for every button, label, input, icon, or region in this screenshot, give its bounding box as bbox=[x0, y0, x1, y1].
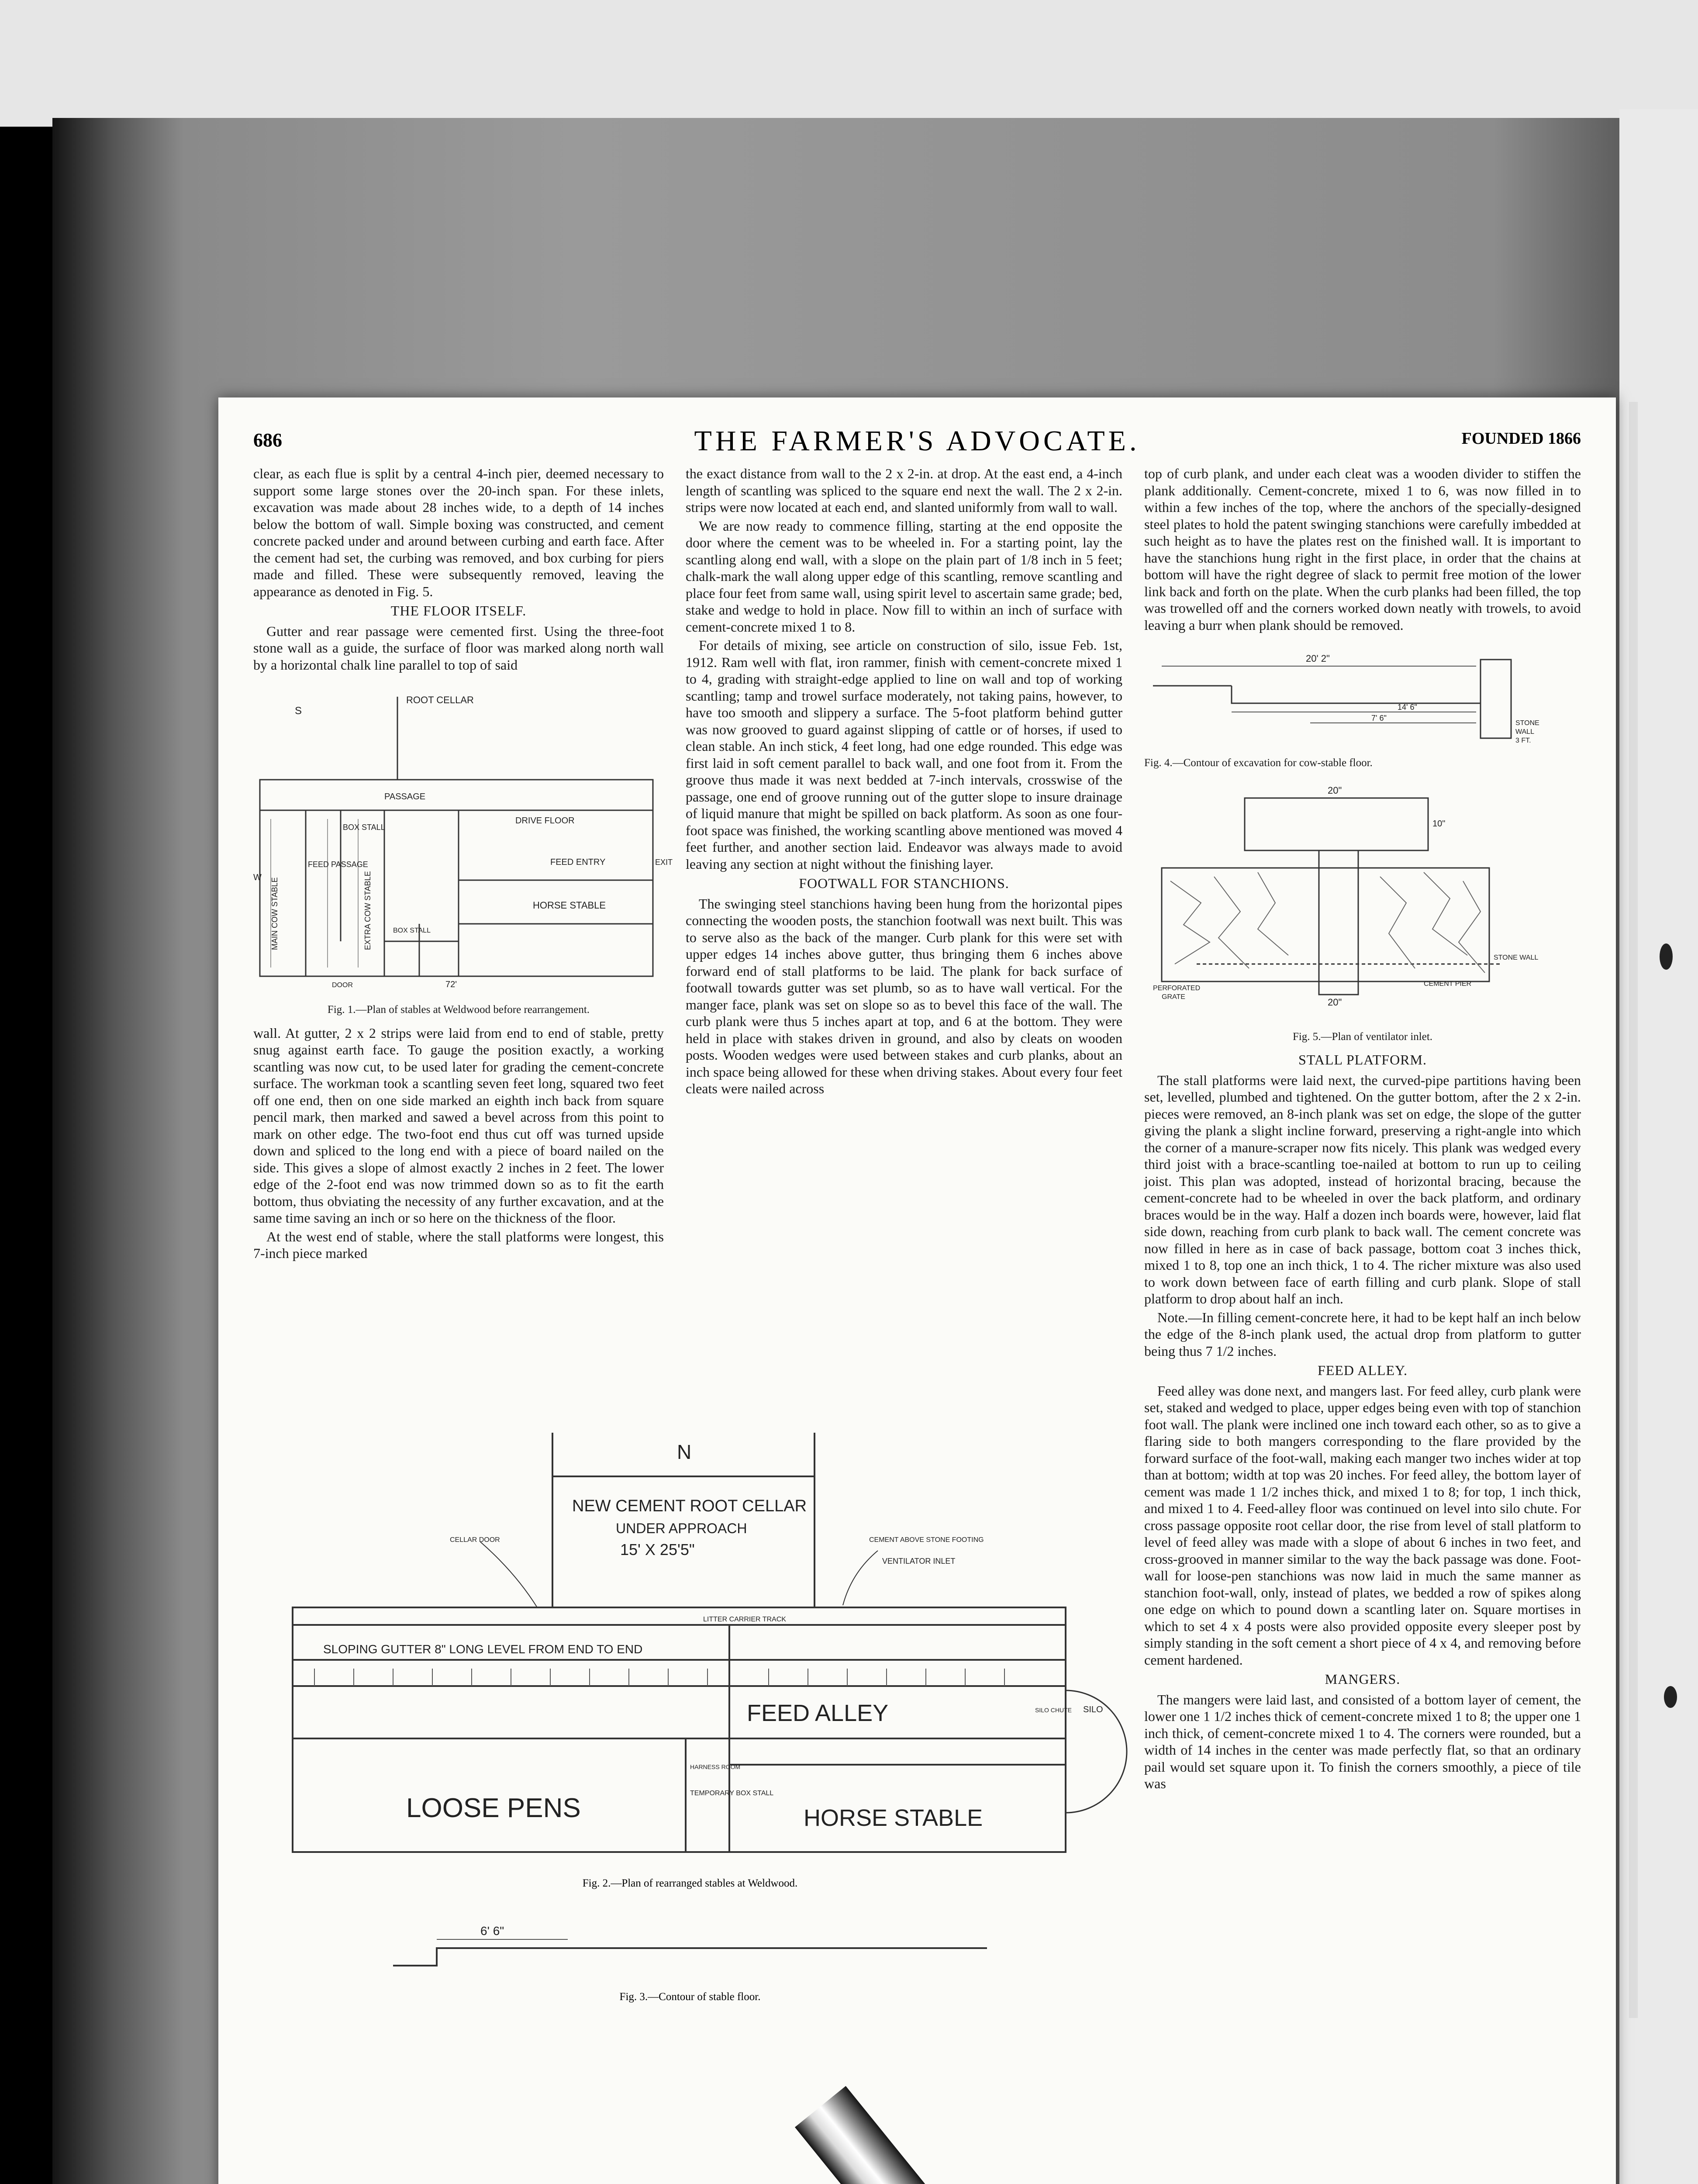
fig1-root-cellar: ROOT CELLAR bbox=[406, 695, 474, 705]
fig2-litter-carrier: LITTER CARRIER TRACK bbox=[703, 1616, 786, 1623]
fig1-w: W bbox=[253, 873, 262, 882]
col3-paragraph-1: top of curb plank, and under each cleat was a wooden divider to stiffen the plank additionally. Cement-concrete, mixed 1 to 6, was now filled in to within a few inches of the top, where the anchors of the specially-designed steel plates to hold the patent swinging stanchions were carefully imbedded at such height as to have the plates rest on the finished wall. It is important to have the stanchions hung right in the first place, in order that the chains at bottom will have the right degree of slack to permit free motion of the lower link back and forth on the plate. When the curb planks had been filled, the top was trowelled off and the corners worked down neatly with trowels, to avoid leaving a burr when plank should be removed. bbox=[1144, 466, 1581, 633]
fig2-caption: Fig. 2.—Plan of rearranged stables at Weldwood. bbox=[582, 1877, 798, 1889]
figure-2-plan bbox=[266, 1433, 1118, 1896]
fig5-stone-wall: STONE WALL bbox=[1494, 954, 1539, 961]
fig5-grate-2: GRATE bbox=[1162, 993, 1185, 1001]
heading-footwall: FOOTWALL FOR STANCHIONS. bbox=[799, 875, 1009, 891]
fig2-harness-room: HARNESS ROOM bbox=[690, 1763, 741, 1770]
column-1 bbox=[253, 465, 673, 1264]
adjacent-page-edge bbox=[1629, 402, 1638, 2018]
fig3-dim: 6' 6" bbox=[480, 1924, 504, 1938]
figure-1-plan bbox=[253, 679, 673, 998]
fig1-dim: 72' bbox=[445, 980, 457, 989]
fig2-cellar-door: CELLAR DOOR bbox=[450, 1536, 500, 1544]
fig4-wall-1: STONE bbox=[1515, 719, 1539, 727]
fig1-caption: Fig. 1.—Plan of stables at Weldwood before rearrangement. bbox=[327, 1004, 590, 1016]
fig2-cement-above: CEMENT ABOVE STONE FOOTING bbox=[869, 1536, 984, 1544]
fig4-wall-2: WALL bbox=[1515, 728, 1534, 736]
col2-paragraph-3: For details of mixing, see article on construction of silo, issue Feb. 1st, 1912. Ram well with flat, iron rammer, finish with cement-concrete mixed 1 to 4, grading with straight-edge applied to line on wall and top of working scantling; tamp and trowel surface moderately, not taking pains, however, to have too smooth and slippery a surface. The 5-foot platform behind gutter was now grooved to guard against slipping of cattle or of horses, if used to clean stable. An inch stick, 4 feet long, had one edge rounded. This edge was first laid in soft cement parallel to back wall, and one foot from it. From the groove thus made it was next bedded at 7-inch intervals, crosswise of the passage, one end of groove running out of the gutter slope to insure drainage of liquid manure that might be spilled on back platform. As soon as one four-foot space was finished, the working scantling above mentioned was moved 4 feet further, and another section laid. Endeavor was always made to avoid leaving any section at night without the finishing layer. bbox=[686, 637, 1122, 872]
fig1-feed-entry: FEED ENTRY bbox=[550, 857, 606, 867]
fig2-silo: SILO bbox=[1083, 1705, 1103, 1714]
fig4-dim-top: 20' 2" bbox=[1306, 653, 1330, 664]
fig1-exit: EXIT bbox=[655, 858, 673, 867]
founded-date: FOUNDED 1866 bbox=[1461, 429, 1581, 448]
fig2-root-cellar-3: 15' X 25'5" bbox=[620, 1541, 695, 1559]
fig1-door: DOOR bbox=[332, 981, 353, 989]
heading-mangers: MANGERS. bbox=[1325, 1671, 1401, 1687]
figure-3-contour bbox=[384, 1909, 996, 1979]
col3-paragraph-2: The stall platforms were laid next, the curved-pipe partitions having been set, levelled, plumbed and tightened. On the gutter bottom, after the 2 x 2-in. pieces were removed, an 8-inch plank was set on edge, the slope of the gutter giving the plank a slight incline forward, preserving a right-angle into which the corner of a manure-scraper now fits nicely. This plank was wedged every third joist with a brace-scantling toe-nailed at bottom to run up to ceiling joist. This plan was adopted, instead of horizontal bracing, because the cement-concrete had to be wheeled in over the back platform, and ordinary braces would be in the way. Half a dozen inch boards were, however, laid flat side down, reaching from curb plank to back wall. The cement concrete was now filled in here as in case of back passage, bottom coat 3 inches thick, mixed 1 to 8, top one an inch thick, 1 to 4. The richer mixture was also used to work down between face of earth filling and curb plank. Slope of stall platform to drop about half an inch. bbox=[1144, 1072, 1581, 1306]
col1-paragraph-3: wall. At gutter, 2 x 2 strips were laid from end to end of stable, pretty snug against earth face. To gauge the position exactly, a working scantling was now cut, to be used later for grading the cement-concrete surface. The workman took a scantling seven feet long, squared two feet off one end, then on one side marked an eighth inch back from square pencil mark, then marked and sawed a bevel across from this point to mark on other edge. The two-foot end thus cut off was turned upside down and spliced to the long end with a piece of board nailed on the side. This gives a slope of almost exactly 2 inches in 2 feet. The lower edge of the 2-foot end was now trimmed down so as to fit the earth bottom, thus obviating the necessity of any further excavation, and at the same time saving an inch or so here on the thickness of the floor. bbox=[253, 1025, 664, 1226]
fig1-s: S bbox=[295, 705, 302, 717]
column-3 bbox=[1144, 465, 1581, 1794]
fig1-box-stall-1: BOX STALL bbox=[343, 823, 385, 832]
fig5-cement-pier: CEMENT PIER bbox=[1424, 980, 1472, 988]
page-number: 686 bbox=[253, 429, 282, 451]
figure-5-ventilator bbox=[1144, 781, 1581, 1025]
heading-floor-itself: THE FLOOR ITSELF. bbox=[390, 603, 527, 619]
heading-feed-alley: FEED ALLEY. bbox=[1318, 1362, 1408, 1378]
col1-paragraph-1: clear, as each flue is split by a central 4-inch pier, deemed necessary to support some large stones over the 20-inch span. For these inlets, excavation was made about 28 inches wide, to a depth of 14 inches below the bottom of wall. Simple boxing was constructed, and cement concrete packed under and around between curbing and earth face. After the cement had set, the curbing was removed, and box curbing for piers made and filled. These were subsequently removed, leaving the appearance as denoted in Fig. 5. bbox=[253, 466, 664, 599]
fig4-wall-3: 3 FT. bbox=[1515, 737, 1531, 744]
col2-paragraph-1: the exact distance from wall to the 2 x 2-in. at drop. At the east end, a 4-inch length of scantling was spliced to the square end next the wall. The 2 x 2-in. strips were now located at each end, and slanted uniformly from wall to wall. bbox=[686, 466, 1122, 515]
fig2-ventilator: VENTILATOR INLET bbox=[882, 1557, 956, 1565]
fig2-feed-alley: FEED ALLEY bbox=[747, 1700, 889, 1726]
fig1-drive-floor: DRIVE FLOOR bbox=[515, 816, 575, 826]
fig1-passage: PASSAGE bbox=[384, 792, 426, 802]
fig4-dim-b: 7' 6" bbox=[1371, 714, 1387, 722]
masthead-title: THE FARMER'S ADVOCATE. bbox=[694, 425, 1140, 457]
fig5-dim-side: 10" bbox=[1432, 819, 1446, 829]
fig5-dim-bottom: 20" bbox=[1328, 996, 1342, 1008]
fig1-extra-cow-stable: EXTRA COW STABLE bbox=[363, 871, 372, 950]
fig1-box-stall-2: BOX STALL bbox=[393, 927, 431, 934]
newspaper-page bbox=[218, 397, 1616, 2184]
col1-paragraph-2: Gutter and rear passage were cemented first. Using the three-foot stone wall as a guide, the surface of floor was marked along north wall by a horizontal chalk line parallel to top of said bbox=[253, 623, 664, 673]
fig2-sloping-gutter: SLOPING GUTTER 8" LONG LEVEL FROM END TO END bbox=[323, 1642, 643, 1656]
page-header bbox=[253, 425, 1581, 460]
fig1-feed-passage: FEED PASSAGE bbox=[308, 860, 368, 869]
binding-hole-3 bbox=[1664, 1686, 1677, 1708]
fig2-loose-pens: LOOSE PENS bbox=[406, 1793, 581, 1823]
fig1-main-cow-stable: MAIN COW STABLE bbox=[270, 877, 279, 950]
fig5-grate-1: PERFORATED bbox=[1153, 984, 1201, 992]
fig1-horse-stable: HORSE STABLE bbox=[533, 900, 606, 911]
fig2-silo-chute: SILO CHUTE bbox=[1035, 1707, 1072, 1714]
fig5-caption: Fig. 5.—Plan of ventilator inlet. bbox=[1292, 1030, 1433, 1043]
fig2-horse-stable: HORSE STABLE bbox=[804, 1805, 983, 1831]
fig4-caption: Fig. 4.—Contour of excavation for cow-stable floor. bbox=[1144, 757, 1373, 769]
fig2-root-cellar-1: NEW CEMENT ROOT CELLAR bbox=[572, 1497, 807, 1515]
column-2 bbox=[686, 465, 1122, 1099]
col3-paragraph-3: Note.—In filling cement-concrete here, it had to be kept half an inch below the edge of the 8-inch plank used, the actual drop from platform to gutter being thus 7 1/2 inches. bbox=[1144, 1309, 1581, 1359]
heading-stall-platform: STALL PLATFORM. bbox=[1298, 1052, 1427, 1068]
col3-paragraph-4: Feed alley was done next, and mangers last. For feed alley, curb plank were set, staked and wedged to place, upper edges being even with top of stanchion foot wall. The plank were inclined one inch toward each other, so as to give a flaring side to both mangers corresponding to the flare provided by the forward surface of the foot-wall, making each manger two inches wider at top than at bottom; width at top was 20 inches. For feed alley, the bottom layer of cement was made 1 1/2 inches thick, and mixed 1 to 8; for top, 1 inch thick, and mixed 1 to 4. Feed-alley floor was continued on level into silo chute. For cross passage opposite root cellar door, the rise from level of stall platform to level of feed alley was made with a slope of about 6 inches in two feet, and cross-grooved in manner similar to the way the back passage was done. Foot-wall for loose-pen stanchions was now laid in much the same manner as stanchion foot-wall, only, instead of plates, we bedded a row of spikes along one edge on which to pound down a scantling later on. Square mortises in which to set 4 x 4 posts were also provided opposite every sleeper post by simply standing in the soft cement a short piece of 4 x 4, and removing before cement hardened. bbox=[1144, 1382, 1581, 1668]
col1-paragraph-4: At the west end of stable, where the stall platforms were longest, this 7-inch piece marked bbox=[253, 1228, 664, 1261]
col2-paragraph-4: The swinging steel stanchions having been hung from the horizontal pipes connecting the wooden posts, the stanchion footwall was next built. This was to serve also as the back of the manger. Curb plank for this were set with upper edges 14 inches above gutter, thus bringing them 6 inches above forward end of stall platforms to be laid. The plank for back surface of footwall towards gutter was set plumb, so as to have wall vertical. For the manger face, plank was set on slope so as to bevel this face of the wall. The curb plank were thus 5 inches apart at top, and 6 at the bottom. They were held in place with stakes driven in ground, and also by cleats on wooden posts. Wooden wedges were used between stakes and curb planks, about an inch space being allowed for these when driving stakes. About every four feet cleats were nailed across bbox=[686, 895, 1122, 1096]
figure-4-contour bbox=[1144, 642, 1581, 751]
fig2-root-cellar-2: UNDER APPROACH bbox=[616, 1521, 747, 1536]
col2-paragraph-2: We are now ready to commence filling, starting at the end opposite the door where the cement was to be wheeled in. For a starting point, lay the scantling along end wall, with a slope on the plain part of 1/8 inch in 5 feet; chalk-mark the wall along upper edge of this scantling, remove scantling and place four feet from same wall, using spirit level to ascertain same grade; bed, stake and wedge to hold in place. Now fill to within an inch of surface with cement-concrete mixed 1 to 8. bbox=[686, 518, 1122, 635]
fig2-north: N bbox=[677, 1441, 692, 1463]
fig5-dim-top: 20" bbox=[1328, 784, 1342, 796]
fig4-dim-a: 14' 6" bbox=[1398, 703, 1417, 712]
fig2-temp-box-stall: TEMPORARY BOX STALL bbox=[690, 1790, 774, 1797]
scan-margin-top bbox=[0, 0, 1698, 127]
fig3-caption: Fig. 3.—Contour of stable floor. bbox=[619, 1991, 761, 2003]
binding-hole-2 bbox=[1660, 943, 1673, 970]
col3-paragraph-5: The mangers were laid last, and consisted of a bottom layer of cement, the lower one 1 1/2 inches thick of cement-concrete mixed 1 to 8; the upper one 1 inch thick, of cement-concrete mixed 1 to 4. The corners were rounded, but a width of 14 inches in the center was made perfectly flat, so that an ordinary pail would set square upon it. To finish the corners smoothly, a piece of tile was bbox=[1144, 1691, 1581, 1791]
